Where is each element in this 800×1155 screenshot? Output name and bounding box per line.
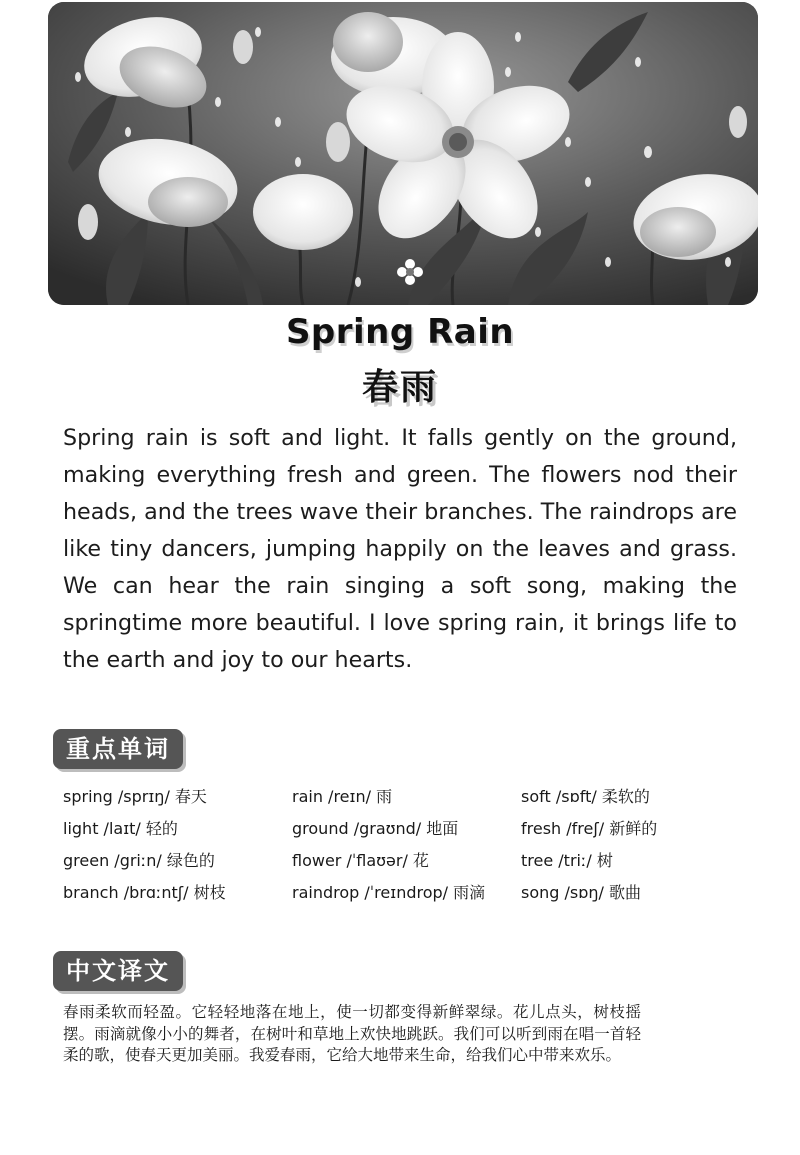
vocab-item: rain /reɪn/ 雨 <box>292 787 393 806</box>
title-english: Spring Rain <box>285 312 515 352</box>
flower-illustration <box>48 2 758 305</box>
vocab-item: soft /sɒft/ 柔软的 <box>521 787 650 806</box>
vocab-section-label: 重点单词 <box>53 729 183 769</box>
vocab-item: ground /graʊnd/ 地面 <box>292 819 459 838</box>
hero-image <box>48 2 758 305</box>
chinese-translation: 春雨柔软而轻盈。它轻轻地落在地上，使一切都变得新鲜翠绿。花儿点头，树枝摇摆。雨滴就像小小的舞者，在树叶和草地上欢快地跳跃。我们可以听到雨在唱一首轻柔的歌，使春天更加美丽。我爱春雨，它给大地带来生命，给我们心中带来欢乐。 <box>63 1003 641 1064</box>
vocab-item: song /sɒŋ/ 歌曲 <box>521 883 642 902</box>
vocab-item: raindrop /ˈreɪndrop/ 雨滴 <box>292 883 486 902</box>
title-chinese: 春雨 <box>361 367 438 408</box>
vocab-item: light /laɪt/ 轻的 <box>63 819 178 838</box>
vocab-item: fresh /freʃ/ 新鲜的 <box>521 819 658 838</box>
vocab-item: tree /triː/ 树 <box>521 851 613 870</box>
vocab-item: spring /sprɪŋ/ 春天 <box>63 787 207 806</box>
vocab-item: green /griːn/ 绿色的 <box>63 851 215 870</box>
vocab-list <box>63 781 753 909</box>
vocab-item: flower /ˈflaʊər/ 花 <box>292 851 429 870</box>
translation-section-label: 中文译文 <box>53 951 183 991</box>
vocab-item: branch /brɑːntʃ/ 树枝 <box>63 883 226 902</box>
reading-passage: Spring rain is soft and light. It falls gently on the ground, making everything fresh and green. The flowers nod their heads, and the trees wave their branches. The raindrops are like tiny dancers, jumping happily on the leaves and grass. We can hear the rain singing a soft song, making the springtime more beautiful. I love spring rain, it brings life to the earth and joy to our hearts. <box>63 425 737 673</box>
